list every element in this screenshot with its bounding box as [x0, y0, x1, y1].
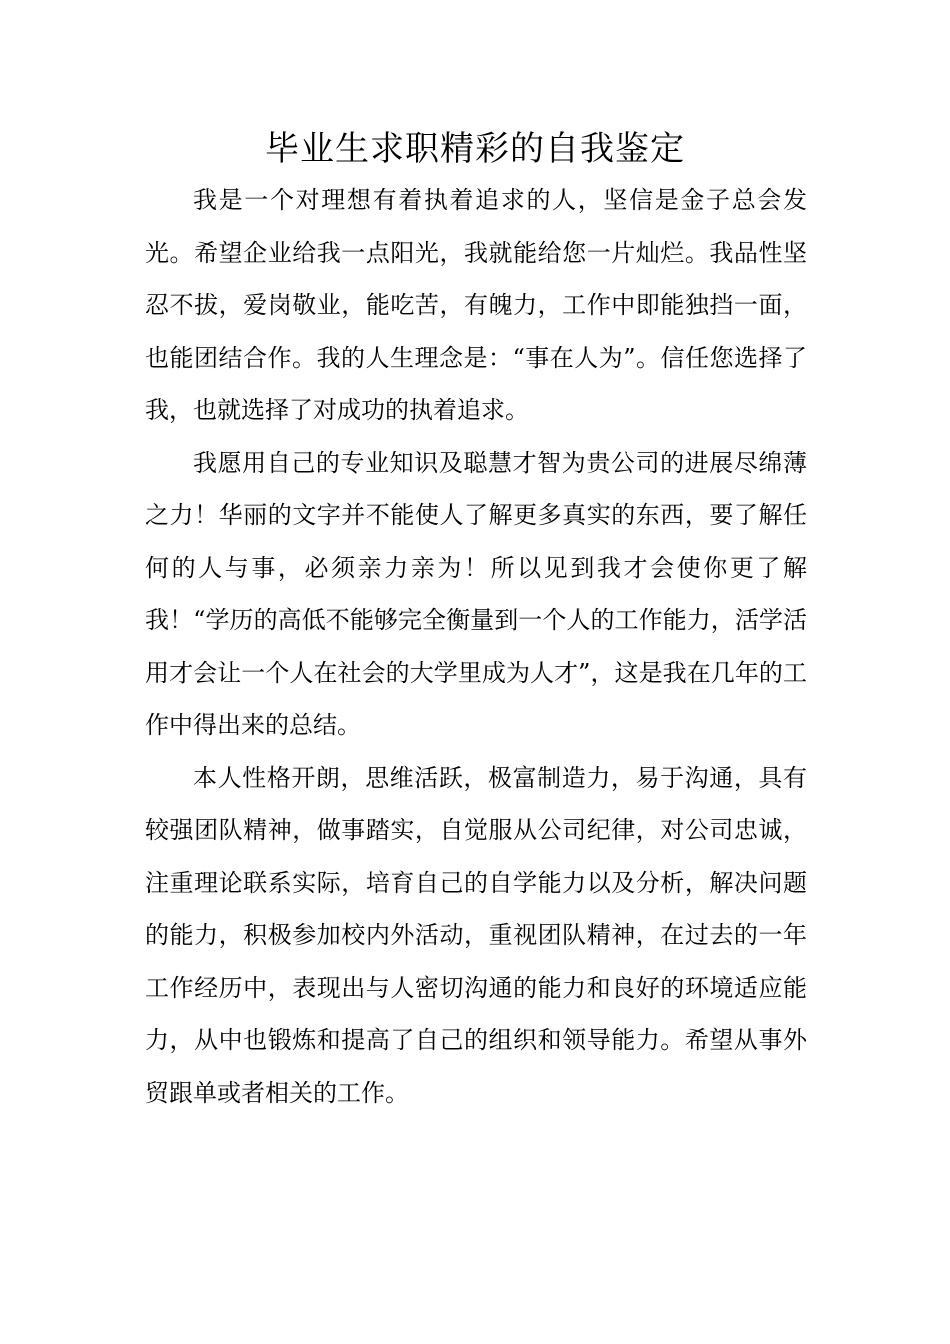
paragraph-3: 本人性格开朗，思维活跃，极富制造力，易于沟通，具有较强团队精神，做事踏实，自觉服从公司纪律，对公司忠诚，注重理论联系实际，培育自己的自学能力以及分析，解决问题的能力，积极参加校内外活动，重视团队精神，在过去的一年工作经历中，表现出与人密切沟通的能力和良好的环境适应能力，从中也锻炼和提高了自己的组织和领导能力。希望从事外贸跟单或者相关的工作。	[145, 763, 807, 1107]
paragraph-1: 我是一个对理想有着执着追求的人，坚信是金子总会发光。希望企业给我一点阳光，我就能给您一片灿烂。我品性坚忍不拔，爱岗敬业，能吃苦，有魄力，工作中即能独挡一面，也能团结合作。我的人生理念是：“事在人为”。信任您选择了我，也就选择了对成功的执着追求。	[145, 186, 807, 424]
paragraph-2: 我愿用自己的专业知识及聪慧才智为贵公司的进展尽绵薄之力！华丽的文字并不能使人了解更多真实的东西，要了解任何的人与事，必须亲力亲为！所以见到我才会使你更了解我！“学历的高低不能够完全衡量到一个人的工作能力，活学活用才会让一个人在社会的大学里成为人才”，这是我在几年的工作中得出来的总结。	[145, 448, 807, 739]
document-body	[145, 174, 807, 1119]
document-title: 毕业生求职精彩的自我鉴定	[265, 129, 685, 169]
